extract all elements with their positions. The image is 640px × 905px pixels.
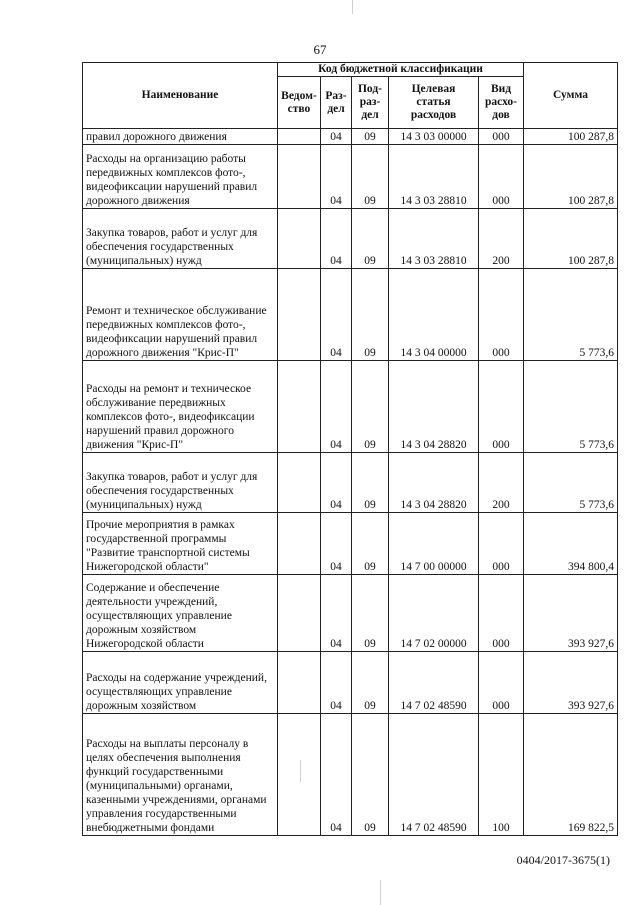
cell-section: 04 [321,714,352,836]
cell-section: 04 [321,652,352,714]
cell-dept [278,652,321,714]
cell-target: 14 7 00 00000 [389,513,479,575]
header-subsection: Под- раз- дел [352,77,389,129]
cell-name: Содержание и обеспечение деятельности учреждений, осуществляющих управление дорожным хозяйством Нижегородской области [83,575,278,652]
scan-artifact-line [380,880,381,905]
cell-target: 14 7 02 48590 [389,652,479,714]
cell-sum: 169 822,5 [524,714,618,836]
table-row [83,652,618,714]
header-type: Вид расхо- дов [479,77,524,129]
cell-name: Ремонт и техническое обслуживание передвижных комплексов фото-, видеофиксации нарушений правил дорожного движения "Крис-П" [83,269,278,361]
cell-target: 14 3 04 28820 [389,361,479,453]
cell-section: 04 [321,361,352,453]
cell-type: 000 [479,145,524,209]
cell-sum: 393 927,6 [524,575,618,652]
cell-name: Расходы на содержание учреждений, осуществляющих управление дорожным хозяйством [83,652,278,714]
cell-subsection: 09 [352,513,389,575]
header-sum: Сумма [524,63,618,129]
cell-subsection: 09 [352,652,389,714]
cell-name: Расходы на организацию работы передвижных комплексов фото-, видеофиксации нарушений правил дорожного движения [83,145,278,209]
cell-section: 04 [321,575,352,652]
table-row [83,575,618,652]
table-row [83,269,618,361]
cell-sum: 100 287,8 [524,209,618,269]
cell-target: 14 3 04 28820 [389,453,479,513]
cell-subsection: 09 [352,453,389,513]
cell-dept [278,575,321,652]
cell-target: 14 3 03 00000 [389,129,479,145]
cell-type: 000 [479,575,524,652]
cell-type: 000 [479,361,524,453]
cell-target: 14 7 02 00000 [389,575,479,652]
header-classification-group: Код бюджетной классификации [278,63,524,77]
cell-name: правил дорожного движения [83,129,278,145]
header-section: Раз- дел [321,77,352,129]
table-row [83,129,618,145]
cell-subsection: 09 [352,269,389,361]
cell-name: Закупка товаров, работ и услуг для обеспечения государственных (муниципальных) нужд [83,209,278,269]
cell-subsection: 09 [352,714,389,836]
cell-target: 14 3 03 28810 [389,209,479,269]
cell-target: 14 7 02 48590 [389,714,479,836]
table-row [83,714,618,836]
cell-dept [278,453,321,513]
cell-section: 04 [321,269,352,361]
scan-artifact-line [300,760,301,782]
cell-section: 04 [321,209,352,269]
cell-type: 100 [479,714,524,836]
cell-sum: 5 773,6 [524,269,618,361]
cell-type: 200 [479,209,524,269]
cell-sum: 100 287,8 [524,145,618,209]
cell-subsection: 09 [352,361,389,453]
cell-dept [278,361,321,453]
cell-dept [278,129,321,145]
cell-subsection: 09 [352,575,389,652]
cell-sum: 394 800,4 [524,513,618,575]
cell-sum: 5 773,6 [524,361,618,453]
cell-dept [278,714,321,836]
cell-dept [278,269,321,361]
cell-type: 200 [479,453,524,513]
cell-section: 04 [321,145,352,209]
header-name: Наименование [83,63,278,129]
table-row [83,209,618,269]
page-number: 67 [313,42,327,57]
budget-classification-table [82,62,618,836]
cell-name: Прочие мероприятия в рамках государственной программы "Развитие транспортной системы Нижегородской области" [83,513,278,575]
cell-name: Расходы на выплаты персоналу в целях обеспечения выполнения функций государственными (муниципальными) органами, казенными учреждениями, органами управления государственными внебюджетными фондами [83,714,278,836]
cell-target: 14 3 04 00000 [389,269,479,361]
cell-subsection: 09 [352,145,389,209]
cell-dept [278,145,321,209]
document-code: 0404/2017-3675(1) [516,853,610,867]
header-dept: Ведом- ство [278,77,321,129]
cell-target: 14 3 03 28810 [389,145,479,209]
cell-sum: 100 287,8 [524,129,618,145]
cell-sum: 393 927,6 [524,652,618,714]
cell-section: 04 [321,129,352,145]
cell-type: 000 [479,269,524,361]
cell-type: 000 [479,129,524,145]
cell-name: Закупка товаров, работ и услуг для обеспечения государственных (муниципальных) нужд [83,453,278,513]
cell-dept [278,209,321,269]
cell-subsection: 09 [352,129,389,145]
cell-subsection: 09 [352,209,389,269]
table-row [83,145,618,209]
table-row [83,361,618,453]
table-row [83,513,618,575]
table-row [83,453,618,513]
header-target: Целевая статья расходов [389,77,479,129]
cell-section: 04 [321,513,352,575]
cell-section: 04 [321,453,352,513]
cell-dept [278,513,321,575]
cell-type: 000 [479,513,524,575]
cell-sum: 5 773,6 [524,453,618,513]
scan-artifact-line [352,0,353,14]
cell-name: Расходы на ремонт и техническое обслуживание передвижных комплексов фото-, видеофиксации нарушений правил дорожного движения "Крис-П" [83,361,278,453]
cell-type: 000 [479,652,524,714]
